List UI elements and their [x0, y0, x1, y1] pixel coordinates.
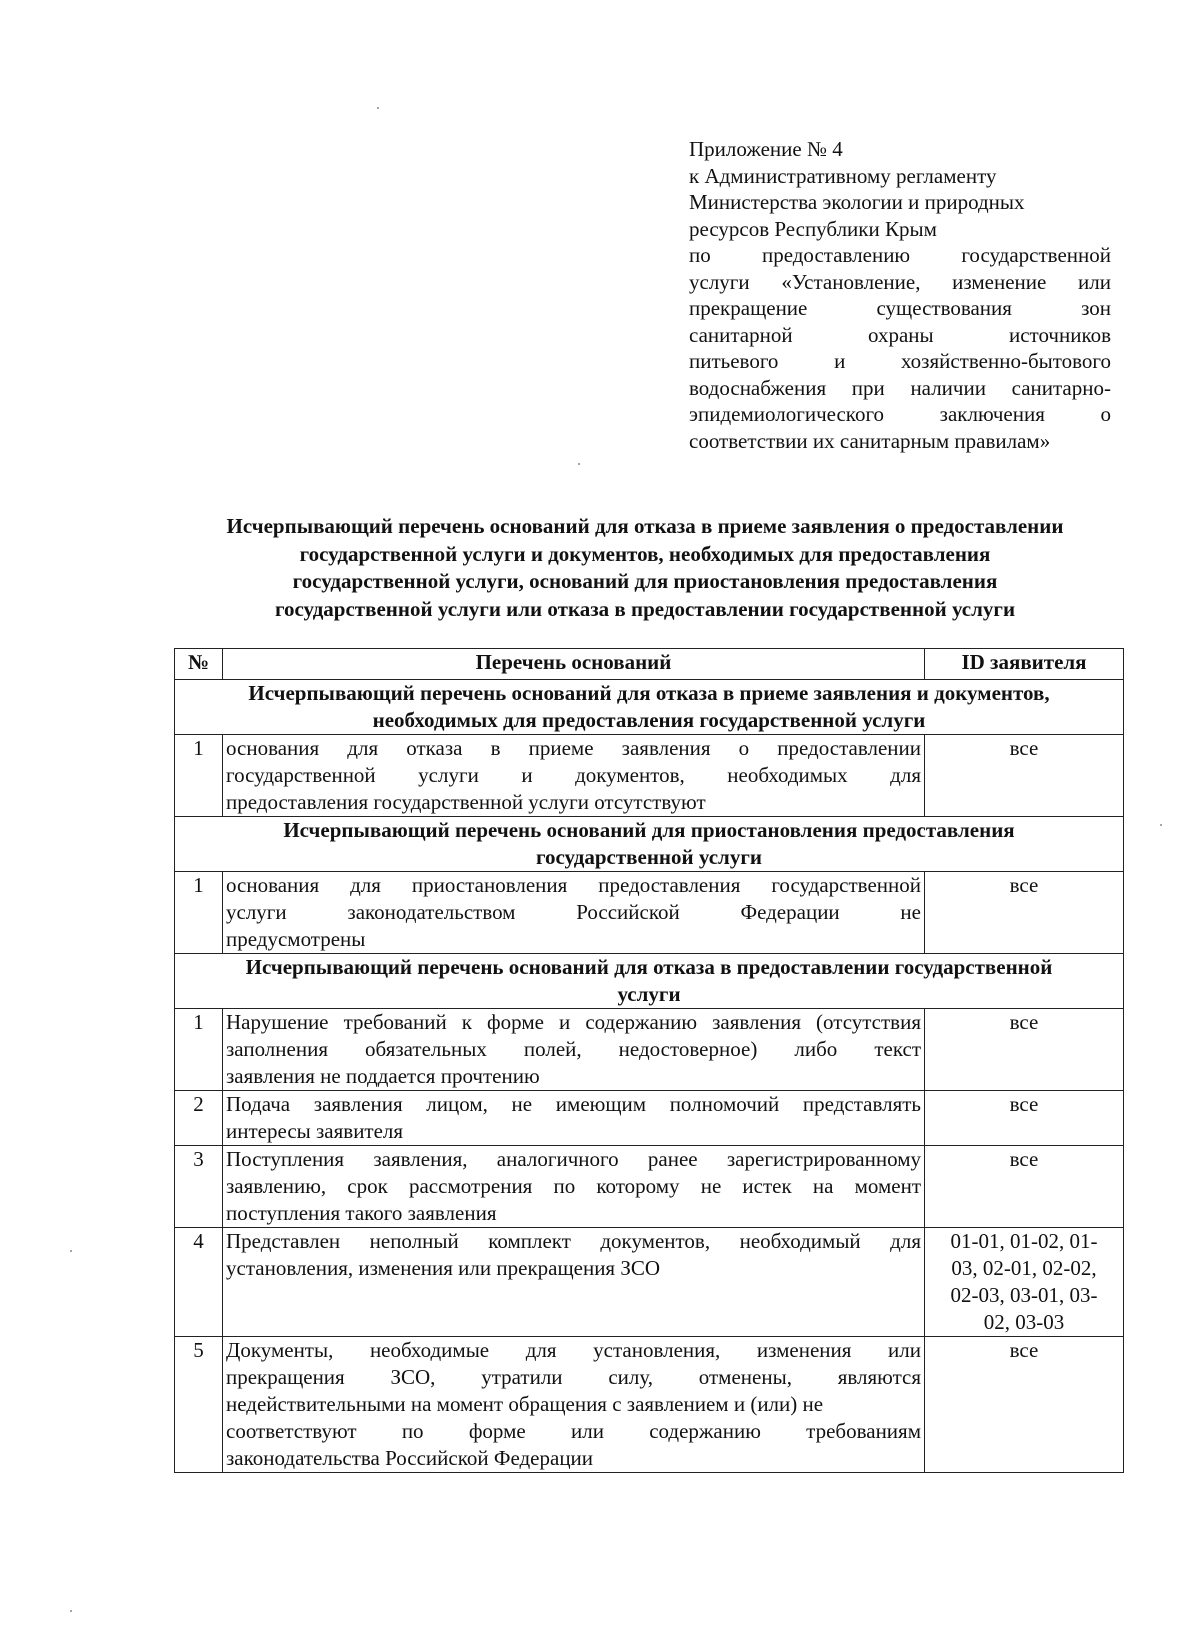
- section-heading-row: [175, 680, 1124, 735]
- header-grounds: Перечень оснований: [223, 649, 925, 680]
- section-heading-line: Исчерпывающий перечень оснований для приостановления предоставления: [283, 818, 1015, 842]
- row-number: 4: [175, 1228, 223, 1337]
- applicant-id-line: все: [1009, 1147, 1039, 1171]
- row-text: [223, 1337, 925, 1473]
- row-number: 5: [175, 1337, 223, 1473]
- header-number: №: [175, 649, 223, 680]
- applicant-id-line: 01-01, 01-02, 01-: [950, 1229, 1098, 1253]
- row-text-line: заполнения обязательных полей, недостоверное) либо текст: [226, 1037, 921, 1061]
- row-text-line: поступления такого заявления: [226, 1201, 497, 1225]
- applicant-id-line: все: [1009, 736, 1039, 760]
- applicant-id-line: все: [1009, 1092, 1039, 1116]
- applicant-id-line: все: [1009, 1010, 1039, 1034]
- appendix-header: [689, 136, 1111, 454]
- title-line: государственной услуги или отказа в предоставлении государственной услуги: [274, 596, 1016, 621]
- scan-speck: [1160, 824, 1162, 826]
- table-row: [175, 735, 1124, 817]
- row-text: [223, 1009, 925, 1091]
- appendix-line: по предоставлению государственной: [689, 243, 1111, 267]
- section-heading-line: услуги: [617, 982, 681, 1006]
- grounds-table: [174, 648, 1124, 1473]
- row-applicant-id: [925, 1228, 1124, 1337]
- applicant-id-line: все: [1009, 873, 1039, 897]
- header-applicant-id: ID заявителя: [925, 649, 1124, 680]
- section-heading-row: [175, 817, 1124, 872]
- scan-speck: [578, 463, 580, 465]
- appendix-line: Министерства экологии и природных: [689, 190, 1025, 214]
- section-heading-line: государственной услуги: [536, 845, 762, 869]
- row-text-line: Представлен неполный комплект документов, необходимый для: [226, 1229, 921, 1253]
- row-text-line: интересы заявителя: [226, 1119, 404, 1143]
- applicant-id-line: 02, 03-03: [983, 1310, 1065, 1334]
- row-text-line: основания для отказа в приеме заявления о предоставлении: [226, 736, 921, 760]
- title-line: государственной услуги и документов, необходимых для предоставления: [299, 541, 991, 566]
- scan-speck: [377, 107, 379, 109]
- title-line: государственной услуги, оснований для приостановления предоставления: [292, 569, 998, 593]
- section-heading-line: необходимых для предоставления государственной услуги: [372, 708, 926, 732]
- row-text-line: Поступления заявления, аналогичного ранее зарегистрированному: [226, 1147, 921, 1171]
- table-row: [175, 1337, 1124, 1473]
- document-title: [150, 513, 1140, 623]
- applicant-id-line: 03, 02-01, 02-02,: [951, 1256, 1097, 1280]
- scan-speck: [70, 1610, 72, 1612]
- section-heading-line: Исчерпывающий перечень оснований для отказа в предоставлении государственной: [245, 955, 1053, 979]
- row-text-line: Нарушение требований к форме и содержанию заявления (отсутствия: [226, 1010, 921, 1034]
- row-text-line: прекращения ЗСО, утратили силу, отменены, являются: [226, 1365, 921, 1389]
- row-text-line: установления, изменения или прекращения ЗСО: [226, 1256, 661, 1280]
- row-text: [223, 735, 925, 817]
- row-text-line: недействительными на момент обращения с заявлением и (или) не: [226, 1392, 824, 1416]
- appendix-line: эпидемиологического заключения о: [689, 402, 1111, 426]
- row-text: [223, 872, 925, 954]
- table-row: [175, 872, 1124, 954]
- row-text-line: законодательства Российской Федерации: [226, 1446, 594, 1470]
- row-text-line: заявления не поддается прочтению: [226, 1064, 540, 1088]
- row-text-line: Подача заявления лицом, не имеющим полномочий представлять: [226, 1092, 921, 1116]
- table-row: [175, 1228, 1124, 1337]
- appendix-line: ресурсов Республики Крым: [689, 216, 937, 241]
- row-text: [223, 1091, 925, 1146]
- row-applicant-id: [925, 735, 1124, 817]
- table-row: [175, 1146, 1124, 1228]
- section-heading-row: [175, 954, 1124, 1009]
- row-applicant-id: [925, 872, 1124, 954]
- row-number: 1: [175, 872, 223, 954]
- row-text: [223, 1146, 925, 1228]
- appendix-line: санитарной охраны источников: [689, 322, 1111, 347]
- row-text-line: государственной услуги и документов, необходимых для: [226, 763, 921, 787]
- table-row: [175, 1091, 1124, 1146]
- appendix-line: Приложение № 4: [689, 137, 843, 161]
- section-heading: [175, 680, 1124, 735]
- title-line: Исчерпывающий перечень оснований для отказа в приеме заявления о предоставлении: [226, 514, 1064, 538]
- row-text-line: Документы, необходимые для установления, изменения или: [226, 1338, 921, 1362]
- row-number: 3: [175, 1146, 223, 1228]
- table-row: [175, 1009, 1124, 1091]
- table-header-row: [175, 649, 1124, 680]
- row-applicant-id: [925, 1091, 1124, 1146]
- section-heading-line: Исчерпывающий перечень оснований для отказа в приеме заявления и документов,: [248, 681, 1050, 705]
- row-text-line: предоставления государственной услуги отсутствуют: [226, 790, 706, 814]
- row-applicant-id: [925, 1337, 1124, 1473]
- applicant-id-line: все: [1009, 1338, 1039, 1362]
- appendix-line: услуги «Установление, изменение или: [689, 269, 1111, 294]
- row-text-line: заявлению, срок рассмотрения по которому не истек на момент: [226, 1174, 921, 1198]
- row-text-line: соответствуют по форме или содержанию требованиям: [226, 1419, 921, 1443]
- appendix-line: соответствии их санитарным правилам»: [689, 428, 1051, 453]
- section-heading: [175, 954, 1124, 1009]
- appendix-line: прекращение существования зон: [689, 296, 1111, 320]
- row-text: [223, 1228, 925, 1337]
- row-text-line: услуги законодательством Российской Федерации не: [226, 900, 921, 924]
- row-text-line: предусмотрены: [226, 927, 366, 951]
- appendix-line: водоснабжения при наличии санитарно-: [689, 375, 1111, 400]
- row-applicant-id: [925, 1009, 1124, 1091]
- appendix-line: к Административному регламенту: [689, 163, 997, 188]
- row-number: 1: [175, 1009, 223, 1091]
- applicant-id-line: 02-03, 03-01, 03-: [950, 1283, 1098, 1307]
- scan-speck: [70, 1250, 72, 1252]
- row-number: 2: [175, 1091, 223, 1146]
- appendix-line: питьевого и хозяйственно-бытового: [689, 349, 1111, 373]
- row-text-line: основания для приостановления предоставления государственной: [226, 873, 921, 897]
- row-applicant-id: [925, 1146, 1124, 1228]
- section-heading: [175, 817, 1124, 872]
- row-number: 1: [175, 735, 223, 817]
